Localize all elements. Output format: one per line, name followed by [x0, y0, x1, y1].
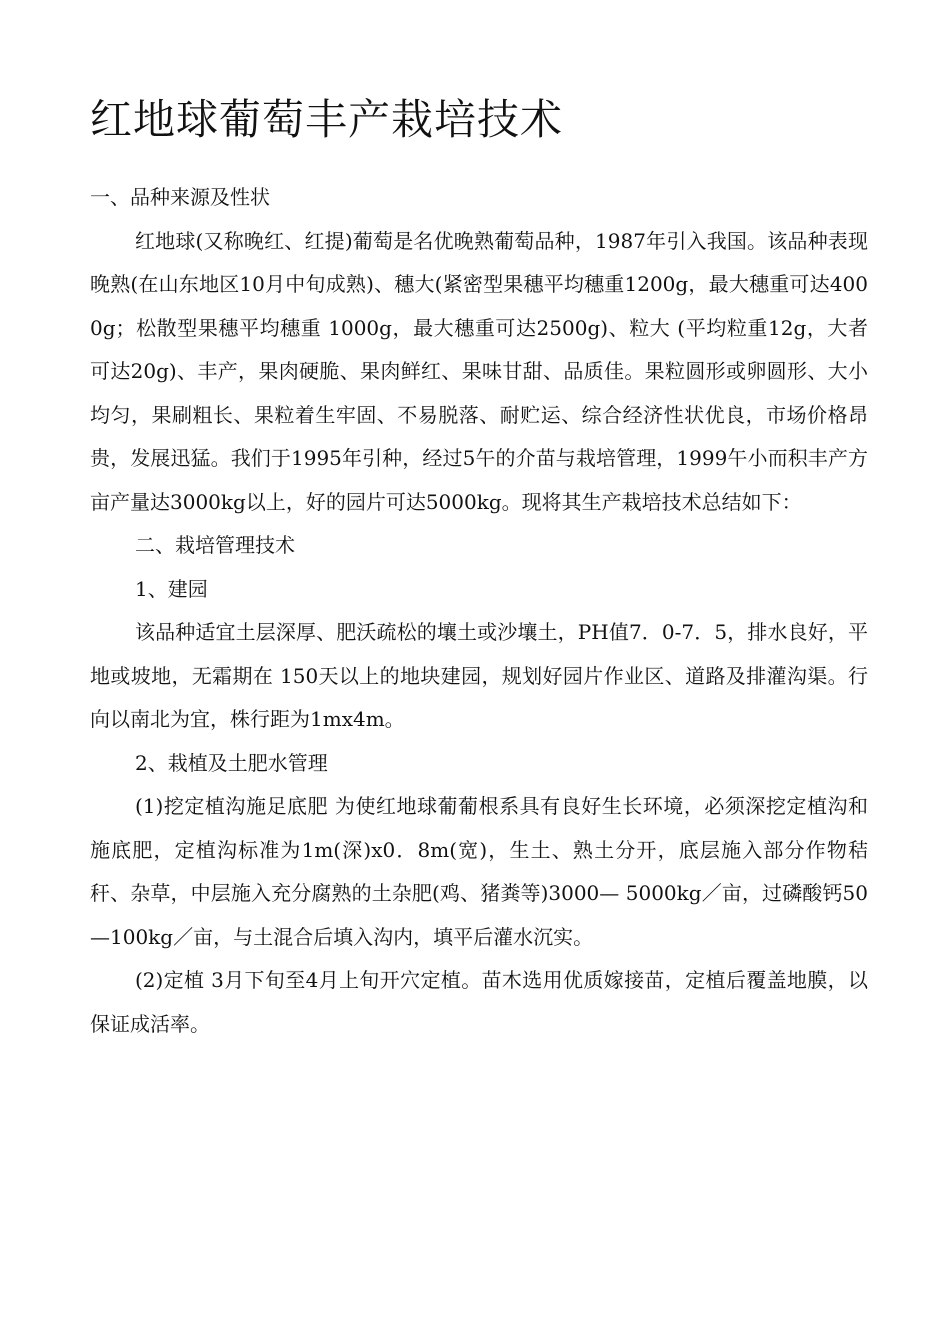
section-heading-cultivation: 二、栽培管理技术 — [135, 533, 295, 557]
paragraph-orchard-establishment: 该品种适宜土层深厚、肥沃疏松的壤土或沙壤土，PH值7．0-7．5，排水良好，平地或坡地，无霜期在 150天以上的地块建园，规划好园片作业区、道路及排灌沟渠。行向以南北为宜，株行距为1mx4m。 — [90, 620, 868, 731]
document-title: 红地球葡萄丰产栽培技术 — [90, 95, 564, 144]
document-body — [90, 176, 868, 1046]
section-heading-variety: 一、品种来源及性状 — [90, 185, 270, 209]
paragraph-variety-description: 红地球(又称晚红、红提)葡萄是名优晚熟葡萄品种，1987年引入我国。该品种表现晚熟(在山东地区10月中旬成熟)、穗大(紧密型果穗平均穗重1200g，最大穗重可达4000g；松散型果穗平均穗重 1000g，最大穗重可达2500g)、粒大 (平均粒重12g，大者可达20g)、丰产，果肉硬脆、果肉鲜红、果味甘甜、品质佳。果粒圆形或卵圆形、大小均匀，果刷粗长、果粒着生牢固、不易脱落、耐贮运、综合经济性状优良，市场价格昂贵，发展迅猛。我们于1995年引种，经过5午的介苗与栽培管理，1999午小而积丰产方亩产量达3000kg以上，好的园片可达5000kg。现将其生产栽培技术总结如下： — [90, 228, 868, 514]
paragraph-planting-time: (2)定植 3月下旬至4月上旬开穴定植。苗木选用优质嫁接苗，定植后覆盖地膜，以保证成活率。 — [90, 968, 868, 1036]
subheading-orchard-establishment: 1、建园 — [135, 576, 208, 601]
paragraph-planting-trench: (1)挖定植沟施足底肥 为使红地球葡葡根系具有良好生长环境，必须深挖定植沟和施底肥，定植沟标准为1m(深)x0．8m(宽)，生土、熟土分开，底层施入部分作物秸秆、杂草，中层施入充分腐熟的土杂肥(鸡、猪粪等)3000— 5000kg／亩，过磷酸钙50—100kg／亩，与土混合后填入沟内，填平后灌水沉实。 — [90, 794, 868, 949]
subheading-planting-soil-management: 2、栽植及土肥水管理 — [135, 750, 328, 775]
